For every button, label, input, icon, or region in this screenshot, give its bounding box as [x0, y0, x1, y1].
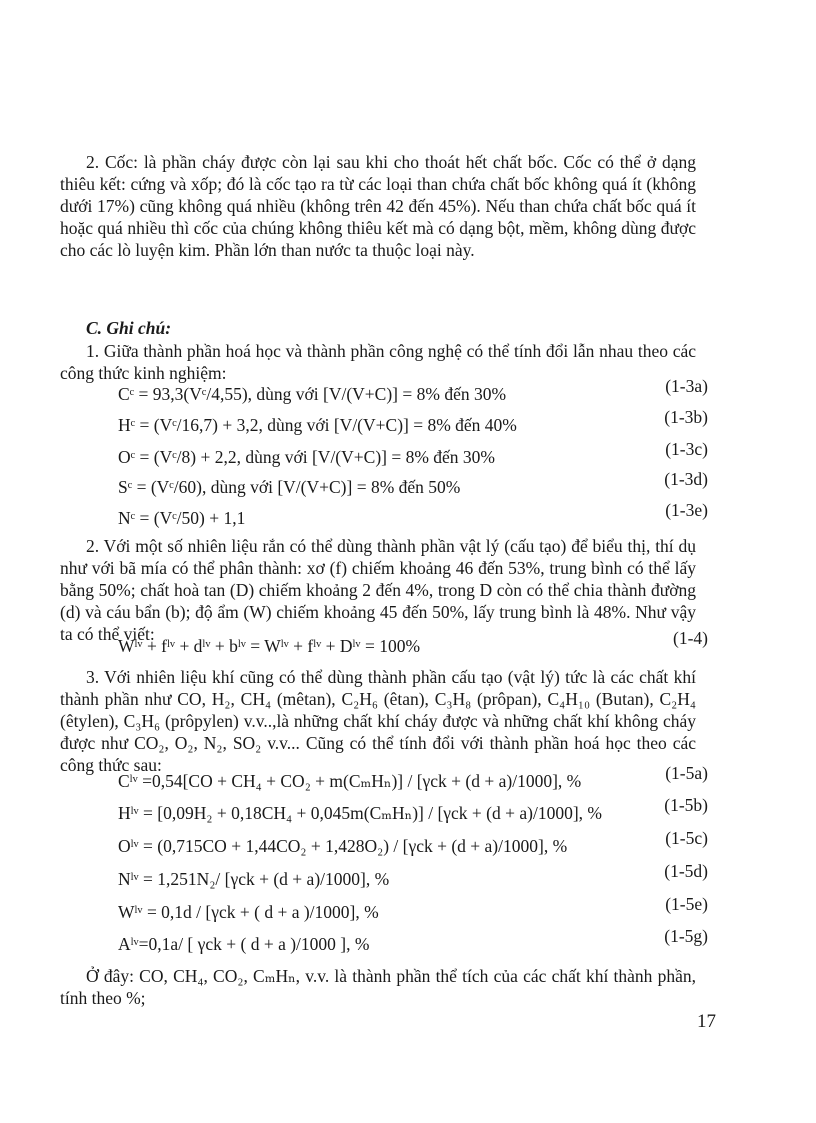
equation-number: (1-5d)	[664, 861, 708, 881]
equation-formula: Cˡᵛ =0,54[CO + CH₄ + CO₂ + m(CₘHₙ)] / [γck + (d + a)/1000], %	[118, 771, 582, 791]
equation-1-3c	[118, 439, 708, 471]
paragraph-notes-3	[60, 667, 696, 776]
equation-1-5d	[118, 861, 708, 893]
equation-number: (1-5g)	[664, 926, 708, 946]
equation-number: (1-3a)	[665, 376, 708, 396]
paragraph-text: 1. Giữa thành phần hoá học và thành phần công nghệ có thể tính đổi lẫn nhau theo các công thức kinh nghiệm:	[60, 341, 696, 383]
equation-formula: Wˡᵛ + fˡᵛ + dˡᵛ + bˡᵛ = Wˡᵛ + fˡᵛ + Dˡᵛ = 100%	[118, 636, 421, 656]
paragraph-text: 3. Với nhiên liệu khí cũng có thể dùng thành phần cấu tạo (vật lý) tức là các chất khí thành phần như CO, H₂, CH₄ (mêtan), C₂H₆ (êtan), C₃H₈ (prôpan), C₄H₁₀ (Butan), C₂H₄ (êtylen), C₃H₆ (prôpylen) v.v..,là những chất khí cháy được và những chất khí không cháy được như CO₂, O₂, N₂, SO₂ v.v... Cũng có thể tính đổi với thành phần hoá học theo các công thức sau:	[60, 667, 696, 775]
equation-formula: Nᶜ = (Vᶜ/50) + 1,1	[118, 508, 246, 528]
equation-number: (1-5c)	[665, 828, 708, 848]
equation-number: (1-3e)	[665, 500, 708, 520]
paragraph-coke	[60, 152, 696, 261]
paragraph-text: 2. Cốc: là phần cháy được còn lại sau khi cho thoát hết chất bốc. Cốc có thể ở dạng thiêu kết: cứng và xốp; đó là cốc tạo ra từ các loại than chứa chất bốc không quá ít (không dưới 17%) cũng không quá nhiều (không trên 42 đến 45%). Nếu than chứa chất bốc quá ít hoặc quá nhiều thì cốc của chúng không thiêu kết mà có dạng bột, mềm, không dùng được cho các lò luyện kim. Phần lớn than nước ta thuộc loại này.	[60, 152, 696, 260]
equation-formula: Wˡᵛ = 0,1d / [γck + ( d + a )/1000], %	[118, 902, 379, 922]
equation-1-4	[118, 628, 708, 660]
equation-formula: Hᶜ = (Vᶜ/16,7) + 3,2, dùng với [V/(V+C)] = 8% đến 40%	[118, 415, 517, 435]
equation-1-5c	[118, 828, 708, 860]
equation-formula: Oˡᵛ = (0,715CO + 1,44CO₂ + 1,428O₂) / [γck + (d + a)/1000], %	[118, 836, 568, 856]
equation-formula: Cᶜ = 93,3(Vᶜ/4,55), dùng với [V/(V+C)] = 8% đến 30%	[118, 384, 507, 404]
equation-1-3e	[118, 500, 708, 532]
paragraph-text: Ở đây: CO, CH₄, CO₂, CₘHₙ, v.v. là thành phần thể tích của các chất khí thành phần, tính theo %;	[60, 966, 696, 1008]
equation-formula: Oᶜ = (Vᶜ/8) + 2,2, dùng với [V/(V+C)] = 8% đến 30%	[118, 447, 496, 467]
equation-1-5a	[118, 763, 708, 795]
section-heading: C. Ghi chú:	[86, 318, 172, 338]
paragraph-notes-4	[60, 966, 696, 1010]
equation-formula: Sᶜ = (Vᶜ/60), dùng với [V/(V+C)] = 8% đến 50%	[118, 477, 461, 497]
paragraph-notes-1	[60, 341, 696, 385]
equation-formula: Aˡᵛ=0,1a/ [ γck + ( d + a )/1000 ], %	[118, 934, 370, 954]
equation-1-5b	[118, 795, 708, 827]
equation-number: (1-3c)	[665, 439, 708, 459]
equation-1-5g	[118, 926, 708, 958]
paragraph-notes-2	[60, 536, 696, 645]
paragraph-text: 2. Với một số nhiên liệu rắn có thể dùng thành phần vật lý (cấu tạo) để biểu thị, thí dụ như với bã mía có thể phân thành: xơ (f) chiếm khoảng 46 đến 53%, trung bình có thể lấy bằng 50%; chất hoà tan (D) chiếm khoảng 2 đến 4%, trong D còn có thể chia thành đường (d) và cáu bẩn (b); độ ẩm (W) chiếm khoảng 45 đến 50%, lấy trung bình là 48%. Như vậy ta có thể viết:	[60, 536, 696, 644]
equation-number: (1-5b)	[664, 795, 708, 815]
page-number: 17	[697, 1011, 716, 1032]
equation-1-5e	[118, 894, 708, 926]
equation-number: (1-3b)	[664, 407, 708, 427]
equation-number: (1-5e)	[665, 894, 708, 914]
equation-1-3d	[118, 469, 708, 501]
equation-number: (1-3d)	[664, 469, 708, 489]
equation-number: (1-4)	[673, 628, 708, 648]
equation-formula: Hˡᵛ = [0,09H₂ + 0,18CH₄ + 0,045m(CₘHₙ)] / [γck + (d + a)/1000], %	[118, 803, 602, 823]
equation-1-3a	[118, 376, 708, 408]
equation-number: (1-5a)	[665, 763, 708, 783]
equation-1-3b	[118, 407, 708, 439]
equation-formula: Nˡᵛ = 1,251N₂/ [γck + (d + a)/1000], %	[118, 869, 390, 889]
